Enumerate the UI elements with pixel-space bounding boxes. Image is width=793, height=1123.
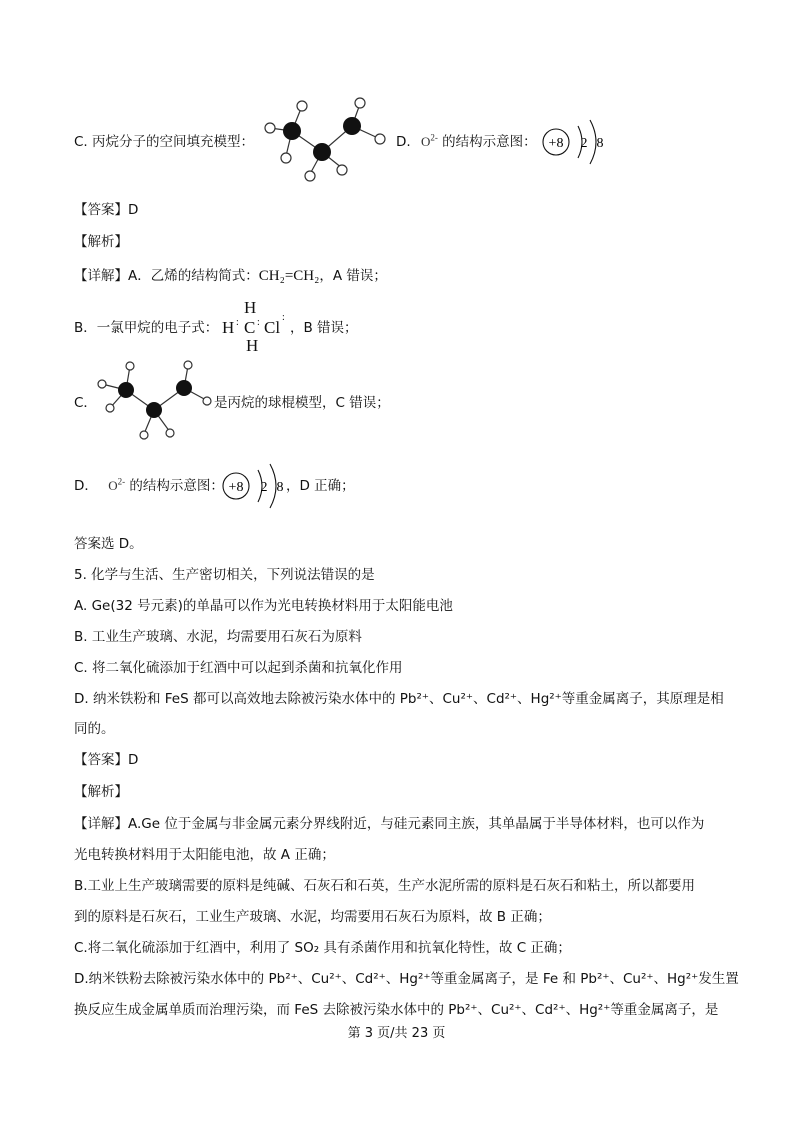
atom-h-left: H — [222, 318, 235, 337]
detail-d-text: 的结构示意图： — [129, 478, 224, 494]
option-d-text: 的结构示意图： — [442, 134, 537, 150]
detail2-a-line1: 【详解】A.Ge 位于金属与非金属元素分界线附近，与硅元素同主族，其单晶属于半导体材料，也可以作为 — [74, 816, 705, 832]
q5-option-a: A. Ge(32 号元素)的单晶可以作为光电转换材料用于太阳能电池 — [74, 598, 453, 614]
detail-a-text: A．乙烯的结构简式： — [128, 268, 259, 284]
q5-option-d-line1: D. 纳米铁粉和 FeS 都可以高效地去除被污染水体中的 Pb²⁺、Cu²⁺、Cd²⁺、Hg²⁺等重金属离子，其原理是相 — [74, 691, 724, 707]
answer-1 — [74, 200, 138, 220]
ion-letter: O — [420, 134, 431, 149]
detail-b-verdict: ，B 错误； — [290, 320, 358, 336]
q5-option-b: B. 工业生产玻璃、水泥，均需要用石灰石为原料 — [74, 629, 362, 645]
answer-value: D — [128, 202, 139, 218]
detail-label: 【详解】 — [74, 268, 128, 284]
answer-2 — [74, 750, 138, 770]
detail2-d-line1: D.纳米铁粉去除被污染水体中的 Pb²⁺、Cu²⁺、Cd²⁺、Hg²⁺等重金属离子，是 Fe 和 Pb²⁺、Cu²⁺、Hg²⁺发生置 — [74, 971, 739, 987]
ion-letter: O — [108, 478, 118, 493]
shell-2-electrons: 8 — [596, 136, 604, 151]
shell-1-electrons: 2 — [260, 480, 268, 495]
dots: : — [282, 312, 285, 323]
q5-stem: 5. 化学与生活、生产密切相关，下列说法错误的是 — [74, 567, 375, 583]
detail-d-prefix: D． — [74, 478, 98, 494]
ion-symbol — [421, 134, 438, 149]
propane-spacefill-model — [262, 96, 392, 186]
answer-value: D — [128, 752, 139, 768]
option-c-text: C. 丙烷分子的空间填充模型： — [74, 134, 255, 150]
propane-ball-stick-model — [96, 362, 216, 442]
detail2-b-line2: 到的原料是石灰石，工业生产玻璃、水泥，均需要用石灰石为原料，故 B 正确； — [74, 909, 551, 925]
conclusion: 答案选 D。 — [74, 536, 143, 552]
detail-d-verdict: ，D 正确； — [286, 478, 355, 494]
detail-a-verdict: ，A 错误； — [319, 268, 387, 284]
shell-2-electrons: 8 — [276, 480, 284, 495]
atom-cl: Cl — [264, 318, 281, 337]
dots: : — [236, 317, 239, 328]
oxide-ion-structure-diagram — [540, 112, 620, 172]
option-d-row — [396, 132, 537, 152]
atom-h-top: H — [244, 298, 257, 317]
dots: : — [257, 317, 260, 328]
detail-c-verdict: 是丙烷的球棍模型，C 错误； — [214, 395, 390, 411]
detail2-c-line1: C.将二氧化硫添加于红酒中，利用了 SO₂ 具有杀菌作用和抗氧化特性，故 C 正确； — [74, 940, 571, 956]
ion-charge: 2- — [117, 476, 126, 487]
ethylene-formula: CH₂=CH₂ — [258, 268, 320, 284]
detail2-d-line2: 换反应生成金属单质而治理污染，而 FeS 去除被污染水体中的 Pb²⁺、Cu²⁺、Cd²⁺、Hg²⁺等重金属离子，是 — [74, 1002, 719, 1018]
analysis-1-label: 【解析】 — [74, 234, 128, 250]
nucleus-charge: +8 — [228, 480, 244, 495]
ion-symbol — [108, 478, 125, 493]
detail-c-prefix: C． — [74, 395, 97, 411]
q5-option-d-line2: 同的。 — [74, 721, 115, 737]
answer-label: 【答案】 — [74, 752, 128, 768]
option-d-prefix: D. — [396, 134, 411, 150]
analysis-2-label: 【解析】 — [74, 784, 128, 800]
q5-option-c: C. 将二氧化硫添加于红酒中可以起到杀菌和抗氧化作用 — [74, 660, 403, 676]
atom-h-bottom: H — [246, 336, 259, 355]
shell-1-electrons: 2 — [580, 136, 588, 151]
page-footer: 第 3 页/共 23 页 — [347, 1026, 446, 1041]
detail2-a-line2: 光电转换材料用于太阳能电池，故 A 正确； — [74, 847, 335, 863]
chloromethane-electron-formula — [222, 298, 292, 358]
ion-charge: 2- — [430, 132, 438, 143]
answer-label: 【答案】 — [74, 202, 128, 218]
detail-a — [74, 266, 387, 286]
nucleus-charge: +8 — [548, 136, 564, 151]
detail2-b-line1: B.工业上生产玻璃需要的原料是纯碱、石灰石和石英，生产水泥所需的原料是石灰石和粘土，所以都要用 — [74, 878, 696, 894]
detail-b-text: B．一氯甲烷的电子式： — [74, 320, 219, 336]
atom-c: C — [244, 318, 256, 337]
detail-d-row — [74, 476, 224, 496]
